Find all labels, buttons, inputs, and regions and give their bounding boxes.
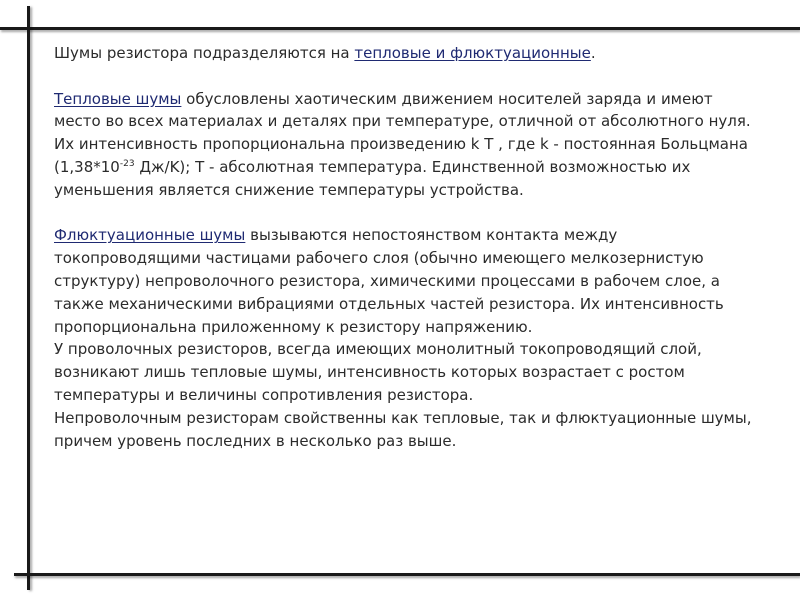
fluctuation-noise-term: Флюктуационные шумы [54,226,246,245]
fluctuation-noise-paragraph [54,224,754,338]
intro-paragraph [54,42,754,65]
fluctuation-noise-text: вызываются непостоянством контакта между токопроводящими частицами рабочего слоя (обычно имеющего мелкозернистую структуру) непроволочного резистора, химическими процессами в рабочем слое, а также механическими вибрациями отдельных частей резистора. Их интенсивность пропорциональна приложенному к резистору напряжению. [54,226,724,336]
thermal-noise-text-a: обусловлены хаотическим движением носителей заряда и имеют место во всех материалах и деталях при температуре, отличной от абсолютного нуля. Их интенсивность пропорциональна произведению k T , где k - постоянная Больцмана (1,38*10 [54,89,751,176]
intro-end: . [590,44,596,62]
wire-resistor-paragraph: У проволочных резисторов, всегда имеющих монолитный токопроводящий слой, возникают лишь тепловые шумы, интенсивность которых возрастает с ростом температуры и величины сопротивления резистора. [54,340,702,404]
bottom-rule [14,573,800,576]
thermal-noise-paragraph [54,88,754,202]
nonwire-resistor-paragraph: Непроволочным резисторам свойственны как тепловые, так и флюктуационные шумы, причем уровень последних в несколько раз выше. [54,408,752,450]
slide-content [54,42,754,452]
paragraph-gap [54,65,754,88]
thermal-noise-term: Тепловые шумы [54,89,182,108]
left-rule [27,6,30,590]
top-rule [0,27,800,30]
paragraph-gap [54,202,754,225]
thermal-noise-text-b: Дж/K); T - абсолютная температура. Единственной возможностью их уменьшения является снижение температуры устройства. [54,157,691,199]
intro-text: Шумы резистора подразделяются на [54,44,355,62]
boltzmann-exponent: -23 [119,158,135,169]
noise-types-highlight: тепловые и флюктуационные [354,44,591,62]
